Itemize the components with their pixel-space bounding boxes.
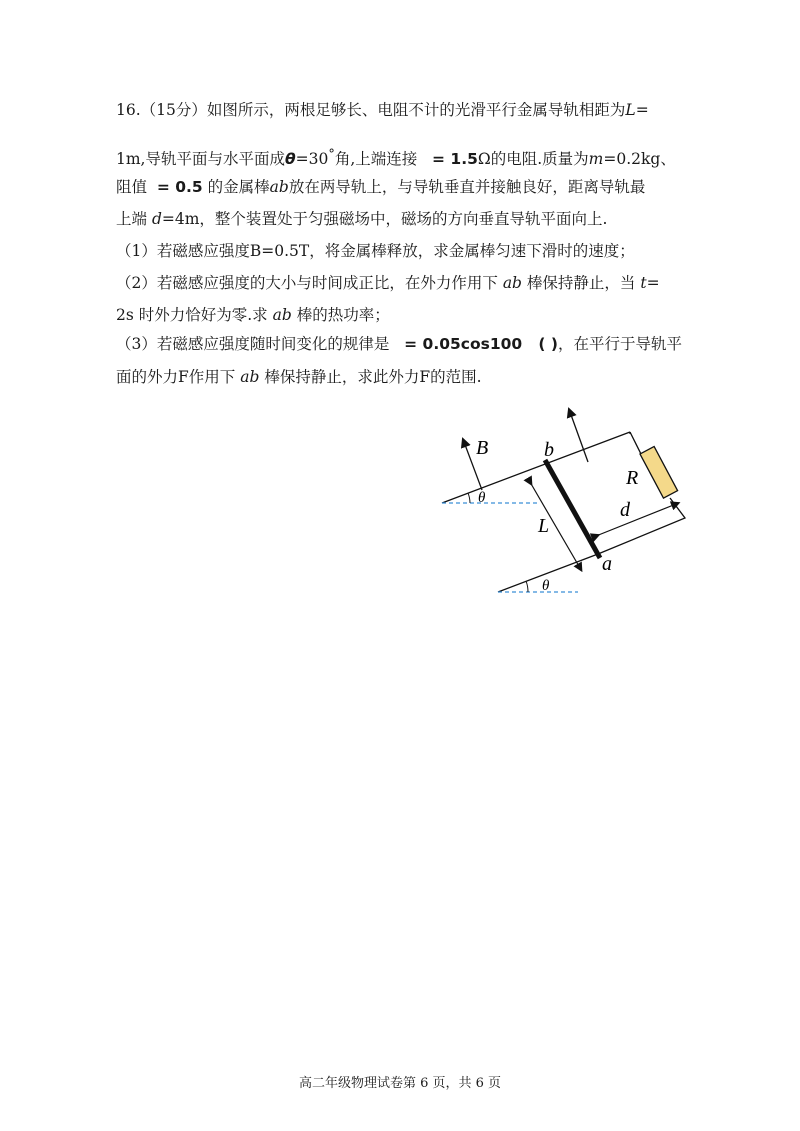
resistance-r-value: = 0.5 — [156, 178, 203, 196]
problem-line-2 — [116, 145, 676, 169]
resistor-R — [640, 446, 678, 498]
text: =0.2kg、 — [603, 150, 676, 169]
var-ab: ab — [272, 306, 292, 324]
text: 棒的热功率； — [296, 306, 390, 324]
label-theta-bottom: θ — [542, 578, 550, 594]
text: 角,上端连接 — [334, 150, 418, 169]
metal-bar-ab — [545, 460, 600, 558]
text: 面的外力F作用下 — [116, 368, 236, 386]
degree-sign: ° — [328, 147, 335, 162]
text: =30 — [295, 150, 329, 169]
wire-to-resistor-bottom — [598, 498, 685, 554]
question-2 — [116, 273, 660, 293]
text: Ω的电阻.质量为 — [477, 150, 589, 169]
dimension-d — [596, 504, 676, 536]
text: =4m，整个装置处于匀强磁场中，磁场的方向垂直导轨平面向上. — [161, 210, 608, 228]
question-3 — [116, 334, 682, 354]
question-3-cont — [116, 367, 482, 387]
rail-diagram — [430, 400, 700, 610]
label-L: L — [538, 515, 550, 537]
label-d: d — [620, 499, 630, 521]
field-formula: = 0.05cos100 ( ) — [404, 335, 558, 353]
var-t: t — [640, 274, 647, 292]
problem-line-3 — [116, 177, 645, 197]
page-footer: 高二年级物理试卷第 6 页，共 6 页 — [298, 1076, 502, 1091]
b-field-arrow-right — [570, 412, 588, 462]
text: 放在两导轨上，与导轨垂直并接触良好，距离导轨最 — [288, 178, 646, 196]
label-B: B — [476, 437, 489, 459]
text: 的金属棒 — [207, 178, 270, 196]
var-theta: θ — [285, 150, 296, 169]
var-ab: ab — [502, 274, 522, 292]
text: = — [635, 101, 649, 119]
var-ab: ab — [240, 368, 260, 386]
var-m: m — [588, 150, 604, 169]
angle-arc-bottom — [526, 581, 528, 592]
label-a: a — [602, 553, 612, 575]
text: （3）若磁感应强度随时间变化的规律是 — [116, 335, 390, 353]
text: 上端 — [116, 210, 148, 228]
var-L: L — [625, 101, 636, 119]
problem-line-4 — [116, 209, 607, 229]
text: 1m,导轨平面与水平面成 — [116, 150, 285, 169]
text: 棒保持静止，求此外力F的范围. — [264, 368, 482, 386]
var-ab: ab — [269, 178, 289, 196]
resistance-R-value: = 1.5 — [432, 150, 478, 169]
problem-line-1 — [116, 100, 649, 120]
question-2-cont — [116, 305, 390, 325]
text: （2）若磁感应强度的大小与时间成正比，在外力作用下 — [116, 274, 498, 292]
angle-arc-top — [468, 493, 470, 503]
text: （1）若磁感应强度B=0.5T，将金属棒释放，求金属棒匀速下滑时的速度； — [116, 242, 635, 260]
question-1 — [116, 241, 635, 261]
text: = — [646, 274, 660, 292]
var-d: d — [151, 210, 162, 228]
label-b: b — [544, 439, 554, 461]
label-theta-top: θ — [478, 490, 486, 506]
label-R: R — [626, 467, 639, 489]
text: 阻值 — [116, 178, 148, 196]
text: ，在平行于导轨平 — [557, 335, 682, 353]
text: 2s 时外力恰好为零.求 — [116, 306, 268, 324]
text: 棒保持静止，当 — [526, 274, 636, 292]
text: 16.（15分）如图所示，两根足够长、电阻不计的光滑平行金属导轨相距为 — [116, 101, 626, 119]
